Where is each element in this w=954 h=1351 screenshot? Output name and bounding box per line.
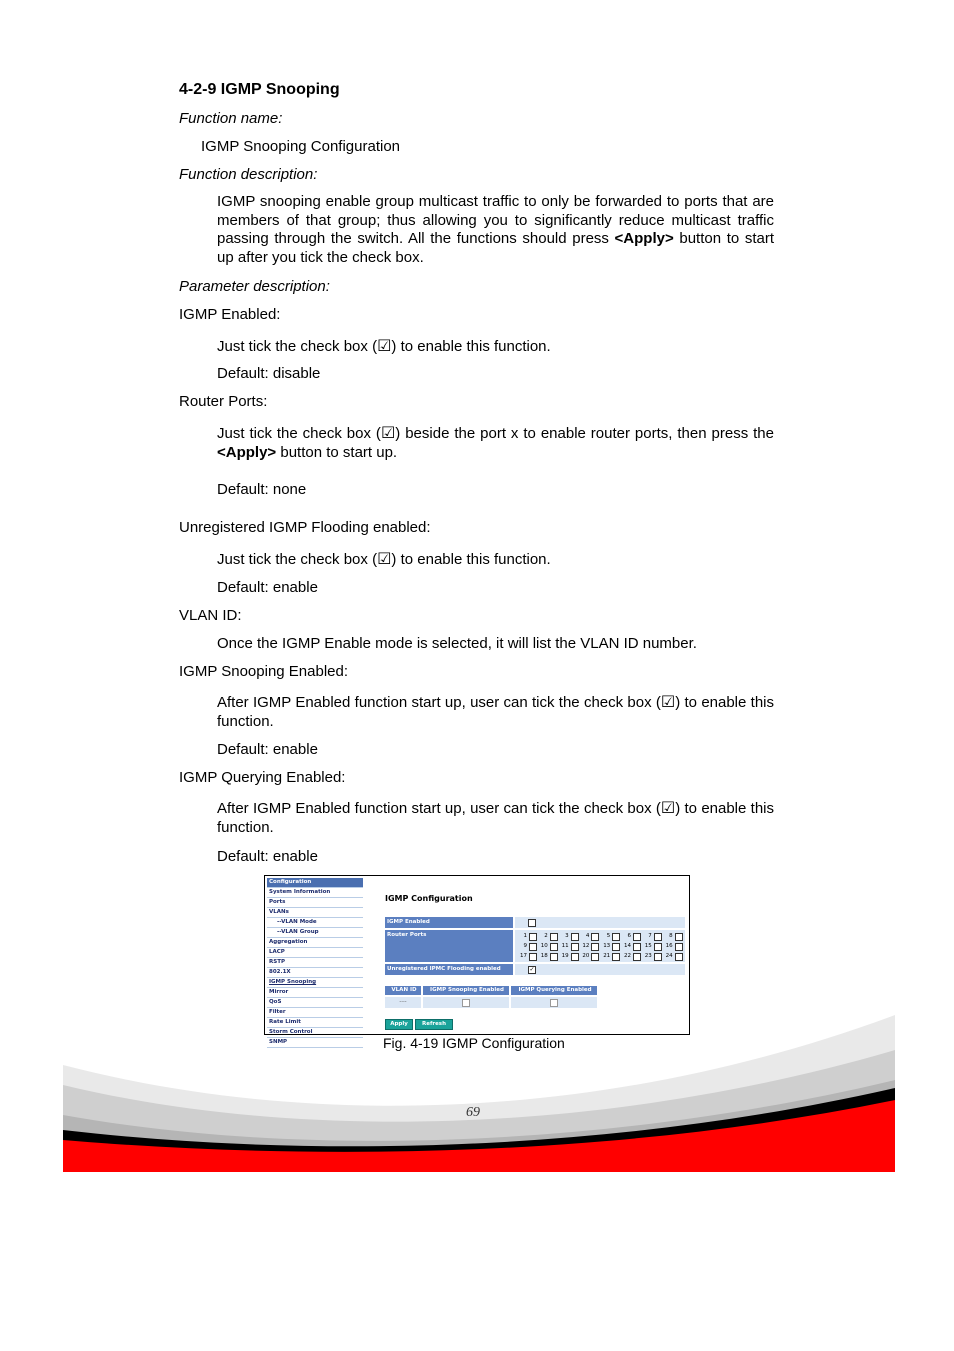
port-number: 17 [520, 953, 527, 959]
param-unregistered-label: Unregistered IGMP Flooding enabled: [179, 519, 431, 536]
router-ports-cell [515, 930, 685, 962]
param-snooping-label: IGMP Snooping Enabled: [179, 663, 349, 680]
function-description-label: Function description: [179, 166, 318, 183]
router-port-checkbox[interactable] [529, 933, 537, 941]
router-port-checkbox[interactable] [612, 943, 620, 951]
figure-title: IGMP Configuration [385, 894, 473, 903]
router-port-checkbox[interactable] [550, 943, 558, 951]
checkbox-checked-icon: ☑ [377, 336, 392, 355]
router-port-checkbox[interactable] [612, 933, 620, 941]
param-unregistered-default: Default: enable [217, 579, 318, 596]
router-port-checkbox[interactable] [571, 953, 579, 961]
sidebar-item[interactable]: SNMP [267, 1038, 363, 1048]
router-port-checkbox[interactable] [550, 933, 558, 941]
param-unregistered-text: Just tick the check box (☑) to enable this function. [217, 549, 551, 568]
sidebar-item[interactable]: 802.1X [267, 968, 363, 978]
router-port-checkbox[interactable] [633, 953, 641, 961]
apply-bold: <Apply> [614, 230, 674, 248]
querying-enabled-checkbox[interactable] [550, 999, 558, 1007]
port-number: 8 [669, 933, 673, 939]
port-number: 22 [624, 953, 631, 959]
router-port-checkbox[interactable] [654, 943, 662, 951]
vlan-id-value: ---- [385, 997, 421, 1008]
router-port-checkbox[interactable] [591, 953, 599, 961]
port-number: 4 [585, 933, 590, 939]
parameter-description-label: Parameter description: [179, 278, 330, 295]
router-port-checkbox[interactable] [591, 943, 599, 951]
unregistered-flooding-cell [515, 964, 685, 975]
port-number: 18 [540, 953, 548, 959]
sidebar-item[interactable]: Configuration [267, 878, 363, 888]
param-vlan-id-text: Once the IGMP Enable mode is selected, it will list the VLAN ID number. [217, 635, 697, 652]
router-port-checkbox[interactable] [612, 953, 620, 961]
port-number: 11 [561, 943, 569, 949]
port-number: 15 [644, 943, 652, 949]
param-igmp-enabled-default: Default: disable [217, 365, 321, 382]
sidebar-item[interactable]: IGMP Snooping [267, 978, 363, 988]
port-number: 2 [544, 933, 548, 939]
router-port-checkbox[interactable] [633, 943, 641, 951]
sidebar-item[interactable]: Storm Control [267, 1028, 363, 1038]
port-number: 6 [627, 933, 631, 939]
unregistered-flooding-checkbox[interactable]: ✓ [529, 966, 535, 973]
function-description-text: IGMP snooping enable group multicast traffic to only be forwarded to ports that are members of that group; thus allowing you to significantly reduce multicast traffic passing through the switch. All the functions should press <Apply> button to start up after you tick the check box. [217, 193, 775, 266]
param-igmp-enabled-label: IGMP Enabled: [179, 306, 281, 323]
port-number: 21 [603, 953, 611, 959]
sidebar-item[interactable]: Filter [267, 1008, 363, 1018]
param-router-ports-default: Default: none [217, 481, 307, 498]
vlan-id-header: VLAN ID [385, 986, 421, 995]
port-number: 14 [624, 943, 631, 949]
param-router-ports-label: Router Ports: [179, 393, 268, 410]
param-snooping-default: Default: enable [217, 741, 318, 758]
igmp-enabled-label: IGMP Enabled [385, 917, 513, 928]
sidebar-item[interactable]: VLANs [267, 908, 363, 918]
router-port-checkbox[interactable] [654, 933, 662, 941]
querying-enabled-cell [511, 997, 597, 1008]
function-name-label: Function name: [179, 110, 283, 127]
param-igmp-enabled-text: Just tick the check box (☑) to enable this function. [217, 336, 551, 355]
param-vlan-id-label: VLAN ID: [179, 607, 242, 624]
param-router-ports-text: Just tick the check box (☑) beside the port x to enable router ports, then press the <Apply> button to start up. [217, 423, 774, 461]
sidebar-item[interactable]: LACP [267, 948, 363, 958]
router-port-checkbox[interactable] [591, 933, 599, 941]
port-number: 1 [523, 933, 527, 939]
router-port-checkbox[interactable] [550, 953, 558, 961]
port-number: 7 [648, 933, 652, 939]
param-querying-text: After IGMP Enabled function start up, user can tick the check box (☑) to enable this function. [217, 798, 774, 836]
sidebar-item[interactable]: System Information [267, 888, 363, 898]
checkbox-checked-icon: ☑ [660, 798, 676, 817]
checkbox-checked-icon: ☑ [660, 692, 676, 711]
sidebar-item[interactable]: --VLAN Group [267, 928, 363, 938]
router-port-checkbox[interactable] [675, 943, 683, 951]
checkbox-checked-icon: ☑ [380, 423, 396, 442]
port-number: 19 [561, 953, 569, 959]
section-heading: 4-2-9 IGMP Snooping [179, 81, 340, 98]
param-querying-default: Default: enable [217, 848, 318, 865]
sidebar-item[interactable]: Ports [267, 898, 363, 908]
router-port-checkbox[interactable] [675, 953, 683, 961]
igmp-enabled-cell [515, 917, 685, 928]
router-port-checkbox[interactable] [571, 933, 579, 941]
port-number: 9 [523, 943, 527, 949]
router-port-checkbox[interactable] [529, 943, 537, 951]
sidebar-item[interactable]: QoS [267, 998, 363, 1008]
refresh-button[interactable]: Refresh [415, 1019, 453, 1030]
router-port-checkbox[interactable] [654, 953, 662, 961]
port-number: 5 [606, 933, 611, 939]
sidebar-item[interactable]: RSTP [267, 958, 363, 968]
sidebar-menu [267, 878, 363, 1048]
router-port-checkbox[interactable] [633, 933, 641, 941]
function-name-value: IGMP Snooping Configuration [201, 138, 401, 155]
checkbox-checked-icon: ☑ [377, 549, 392, 568]
port-number: 13 [603, 943, 611, 949]
port-number: 23 [644, 953, 652, 959]
igmp-enabled-checkbox[interactable] [528, 919, 536, 927]
router-port-checkbox[interactable] [571, 943, 579, 951]
router-port-checkbox[interactable] [675, 933, 683, 941]
router-port-checkbox[interactable] [529, 953, 537, 961]
port-number: 12 [582, 943, 590, 949]
apply-button[interactable]: Apply [385, 1019, 413, 1030]
port-number: 20 [582, 953, 590, 959]
sidebar-item[interactable]: Rate Limit [267, 1018, 363, 1028]
snooping-enabled-cell [423, 997, 509, 1008]
sidebar-item[interactable]: Aggregation [267, 938, 363, 948]
page-number: 69 [466, 1105, 480, 1120]
snooping-enabled-header: IGMP Snooping Enabled [423, 986, 509, 995]
querying-enabled-header: IGMP Querying Enabled [511, 986, 597, 995]
port-number: 10 [540, 943, 548, 949]
param-snooping-text: After IGMP Enabled function start up, user can tick the check box (☑) to enable this function. [217, 692, 774, 730]
sidebar-item[interactable]: Mirror [267, 988, 363, 998]
unregistered-flooding-label: Unregistered IPMC Flooding enabled [385, 964, 513, 975]
param-querying-label: IGMP Querying Enabled: [179, 769, 346, 786]
figure-caption: Fig. 4-19 IGMP Configuration [383, 1035, 565, 1051]
port-number: 16 [665, 943, 673, 949]
port-number: 24 [665, 953, 673, 959]
sidebar-item[interactable]: --VLAN Mode [267, 918, 363, 928]
port-number: 3 [565, 933, 569, 939]
snooping-enabled-checkbox[interactable] [462, 999, 470, 1007]
router-ports-label: Router Ports [385, 930, 513, 962]
